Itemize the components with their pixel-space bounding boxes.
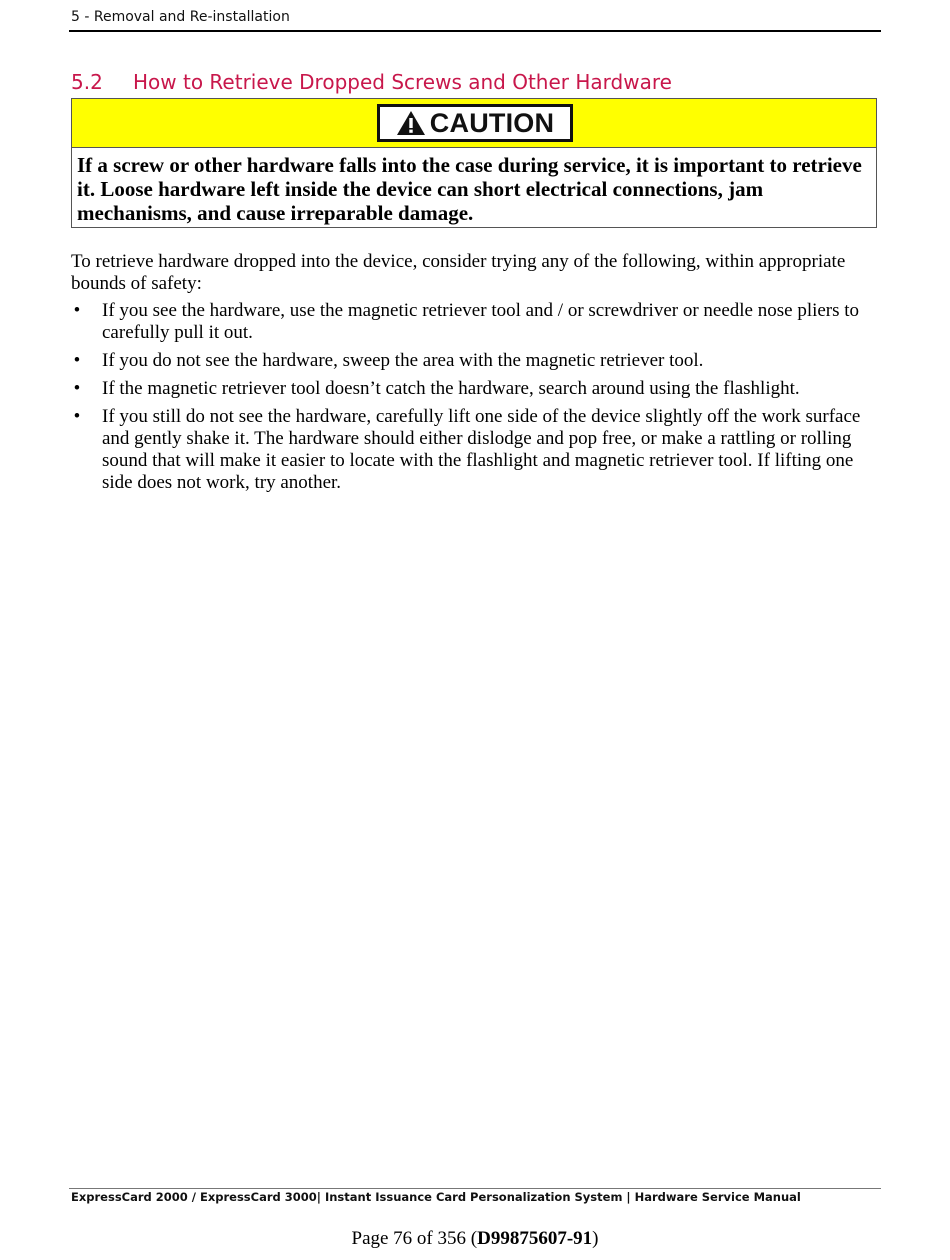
list-item-text: If you still do not see the hardware, carefully lift one side of the device slightly off the work surface and gently shake it. The hardware should either dislodge and pop free, or make a rattling or rolling sound that will make it easier to locate with the flashlight and magnetic retriever tool. If lifting one side does not work, try another.	[102, 406, 861, 493]
list-item-text: If you do not see the hardware, sweep the area with the magnetic retriever tool.	[102, 350, 704, 371]
page-number	[0, 1228, 950, 1250]
list-item	[71, 378, 871, 400]
running-header: 5 - Removal and Re-installation	[71, 9, 290, 25]
section-heading	[71, 68, 672, 96]
intro-paragraph: To retrieve hardware dropped into the device, consider trying any of the following, within appropriate bounds of safety:	[71, 251, 846, 294]
list-item-text: If the magnetic retriever tool doesn’t catch the hardware, search around using the flashlight.	[102, 378, 800, 399]
list-item	[71, 350, 871, 372]
header-rule	[69, 30, 881, 32]
caution-message: If a screw or other hardware falls into the case during service, it is important to retrieve it. Loose hardware left inside the device can short electrical connections, jam mechanisms, and cause irreparable damage.	[77, 153, 862, 225]
page-number-suffix: )	[592, 1228, 599, 1249]
section-title: How to Retrieve Dropped Screws and Other Hardware	[133, 70, 672, 94]
document-number: D99875607-91	[477, 1228, 593, 1249]
footer-manual-title: ExpressCard 2000 / ExpressCard 3000| Instant Issuance Card Personalization System | Hardware Service Manual	[71, 1190, 801, 1204]
section-number: 5.2	[71, 70, 103, 94]
warning-triangle-icon	[396, 110, 426, 136]
bullet-list	[71, 300, 871, 500]
caution-label	[377, 104, 573, 142]
page-number-prefix: Page 76 of 356 (	[351, 1228, 478, 1249]
list-item-text: If you see the hardware, use the magnetic retriever tool and / or screwdriver or needle nose pliers to carefully pull it out.	[102, 300, 860, 343]
footer-rule	[69, 1188, 881, 1189]
caution-text: CAUTION	[429, 108, 555, 138]
caution-box	[71, 98, 877, 228]
caution-band	[72, 99, 876, 148]
bullet-icon: •	[73, 406, 81, 427]
bullet-icon: •	[73, 300, 81, 321]
list-item	[71, 300, 871, 344]
bullet-icon: •	[73, 378, 81, 399]
list-item	[71, 406, 871, 494]
bullet-icon: •	[73, 350, 81, 371]
